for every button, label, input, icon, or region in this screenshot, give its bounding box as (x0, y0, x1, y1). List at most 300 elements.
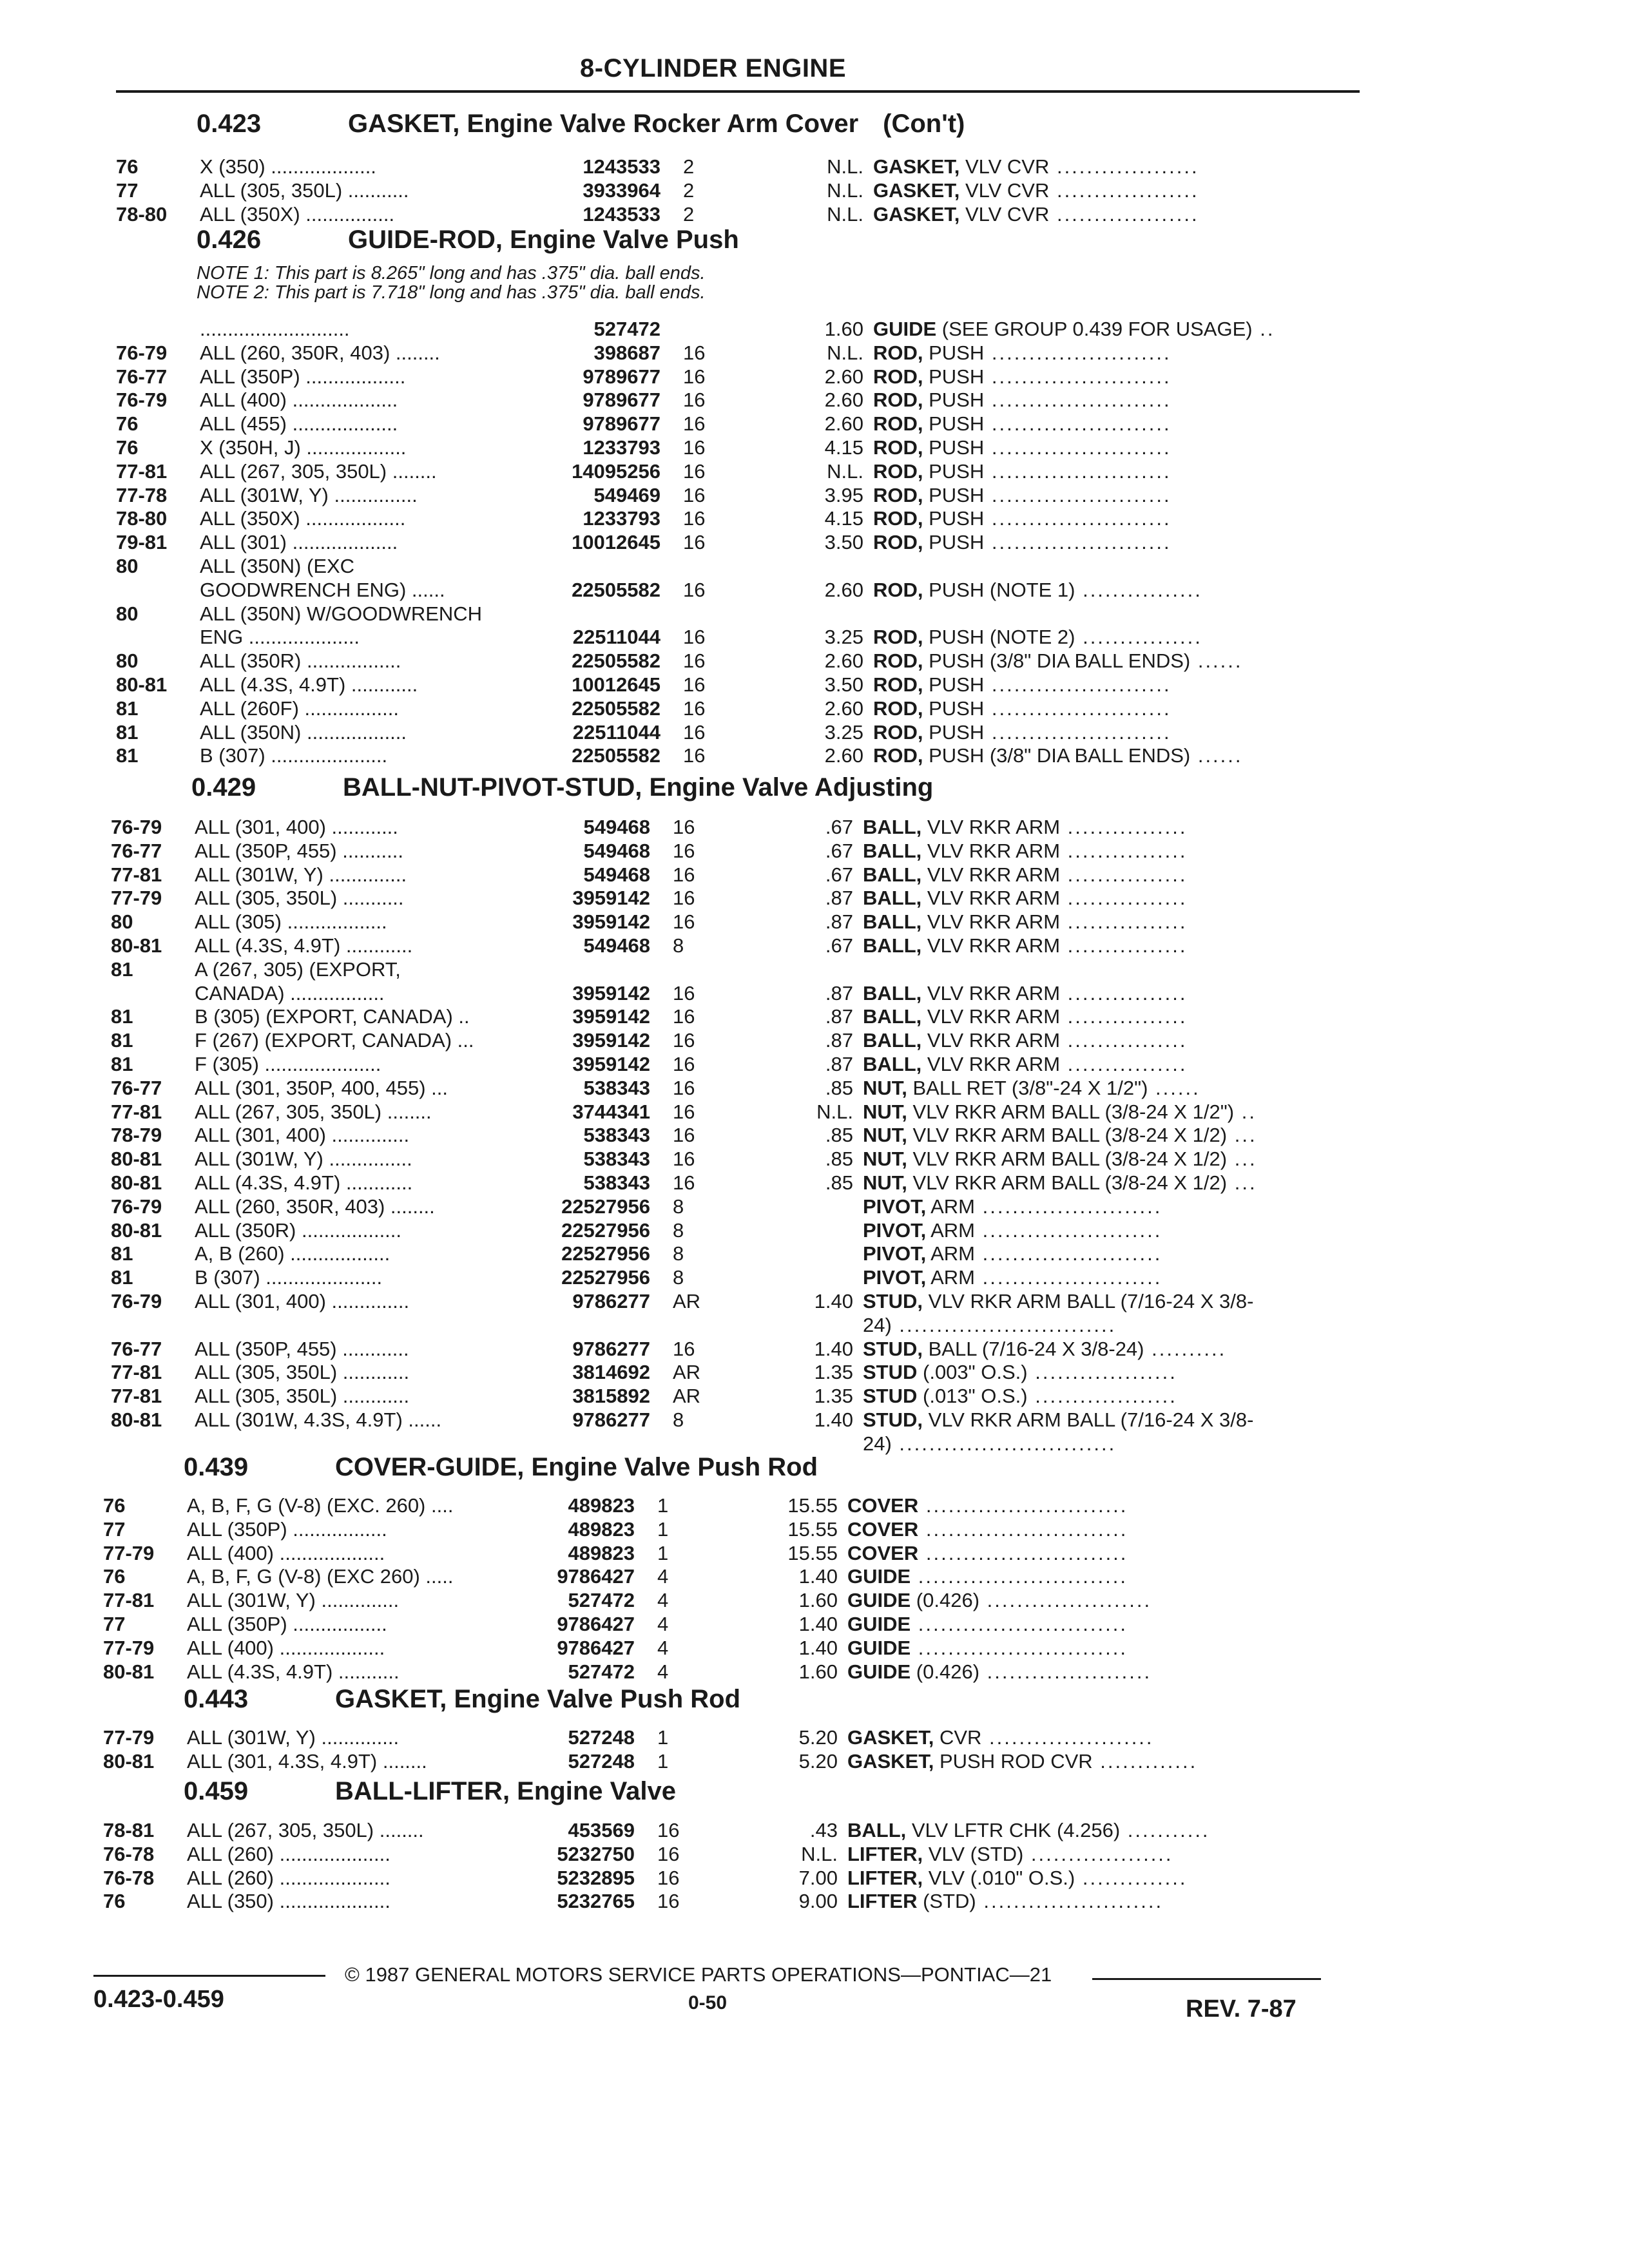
price: .85 (825, 1124, 853, 1146)
description-detail: PUSH (923, 721, 985, 744)
leader-dots: ........... (1120, 1819, 1210, 1841)
part-description (873, 178, 1199, 202)
application: ALL (350N) (EXC (200, 555, 355, 577)
description-keyword: PIVOT, (863, 1195, 927, 1218)
leader-dots: ........................... (918, 1494, 1128, 1517)
part-number: 9786277 (572, 1290, 650, 1312)
part-description (873, 673, 1171, 697)
quantity: 8 (673, 1195, 684, 1218)
model-years: 80 (116, 649, 139, 672)
price: N.L. (816, 1100, 853, 1123)
section-heading (197, 226, 739, 255)
leader-dots: ........................ (975, 1195, 1162, 1218)
application: ALL (350N) .................. (200, 721, 407, 744)
application: ALL (305, 350L) ........... (200, 179, 409, 202)
part-description (873, 697, 1171, 720)
catalog-row (103, 1564, 1263, 1588)
description-keyword: BALL, (863, 1005, 922, 1028)
leader-dots: ........................ (984, 697, 1171, 720)
quantity: 2 (683, 155, 695, 178)
page-title: 8-CYLINDER ENGINE (580, 54, 846, 82)
model-years: 80-81 (103, 1750, 155, 1773)
part-number: 3814692 (572, 1361, 650, 1383)
part-number: 527248 (568, 1750, 635, 1773)
quantity: 16 (683, 697, 706, 720)
catalog-row (103, 1749, 1263, 1773)
price: 3.50 (824, 531, 863, 553)
application: ALL (350P, 455) ........... (195, 840, 403, 862)
catalog-row (111, 1432, 1263, 1456)
leader-dots: .......... (1144, 1338, 1227, 1360)
price: .87 (825, 1005, 853, 1028)
part-number: 538343 (583, 1148, 650, 1170)
part-number: 527472 (568, 1660, 635, 1683)
leader-dots: ................ (1060, 816, 1188, 838)
description-detail: (STD) (917, 1890, 976, 1912)
description-keyword: BALL, (863, 934, 922, 957)
catalog-row (116, 649, 1263, 673)
description-detail: VLV (.010" O.S.) (923, 1867, 1075, 1889)
part-number: 22505582 (572, 649, 660, 672)
part-number: 9786277 (572, 1408, 650, 1431)
part-description (863, 934, 1187, 957)
part-number: 489823 (568, 1542, 635, 1564)
description-detail: PUSH (923, 412, 985, 435)
description-detail: VLV RKR ARM (921, 982, 1061, 1004)
application: ALL (260F) ................. (200, 697, 399, 720)
description-detail: VLV (STD) (923, 1843, 1024, 1865)
model-years: 76 (116, 412, 139, 435)
section-title: GUIDE-ROD, Engine Valve Push (348, 226, 739, 254)
leader-dots: ............. (1092, 1750, 1198, 1773)
model-years: 78-80 (116, 507, 168, 530)
quantity: 16 (657, 1890, 680, 1912)
leader-dots: ................... (1049, 203, 1199, 226)
part-number: 398687 (593, 341, 660, 364)
section-heading (197, 110, 965, 139)
section-title: GASKET, Engine Valve Push Rod (335, 1685, 741, 1713)
price: 1.40 (798, 1613, 838, 1635)
catalog-row (116, 483, 1263, 507)
leader-dots: ........................ (984, 460, 1171, 483)
price: 5.20 (798, 1750, 838, 1773)
part-number: 1243533 (583, 155, 660, 178)
section-title: COVER-GUIDE, Engine Valve Push Rod (335, 1453, 818, 1481)
catalog-row (116, 436, 1263, 459)
model-years: 80-81 (103, 1660, 155, 1683)
catalog-row (103, 1660, 1263, 1684)
application: ALL (350P) .................. (200, 365, 406, 388)
price: 2.60 (824, 744, 863, 767)
application: A (267, 305) (EXPORT, (195, 958, 401, 981)
model-years: 79-81 (116, 531, 168, 553)
description-detail: VLV RKR ARM (921, 1053, 1061, 1075)
quantity: 16 (683, 531, 706, 553)
leader-dots: ...................... (981, 1726, 1154, 1749)
application: ALL (350P) ................. (187, 1613, 387, 1635)
description-keyword: NUT, (863, 1148, 907, 1170)
description-keyword: GASKET, (847, 1750, 934, 1773)
part-number: 538343 (583, 1077, 650, 1099)
model-years: 80-81 (111, 1219, 162, 1242)
leader-dots: ................ (1060, 863, 1188, 886)
leader-dots: ................ (1060, 910, 1188, 933)
part-description (847, 1889, 1163, 1913)
part-number: 527248 (568, 1726, 635, 1749)
description-keyword: GUIDE (847, 1613, 911, 1635)
description-keyword: PIVOT, (863, 1219, 927, 1242)
quantity: 4 (657, 1637, 669, 1659)
part-description (873, 412, 1171, 436)
model-years: 77 (103, 1613, 126, 1635)
leader-dots: ................ (1060, 1029, 1188, 1052)
description-detail: PUSH (923, 436, 985, 459)
quantity: 16 (673, 910, 695, 933)
leader-dots: ........................ (984, 436, 1171, 459)
section-note: NOTE 1: This part is 8.265" long and has .375" dia. ball ends. (197, 263, 706, 284)
price: .67 (825, 934, 853, 957)
application: F (305) ..................... (195, 1053, 381, 1075)
part-description (873, 578, 1202, 602)
model-years: 80-81 (116, 673, 168, 696)
leader-dots: ........................ (975, 1242, 1162, 1265)
model-years: 77-79 (103, 1726, 155, 1749)
quantity: 16 (673, 1005, 695, 1028)
part-number: 1233793 (583, 507, 660, 530)
quantity: 16 (673, 1124, 695, 1146)
leader-dots: ............................ (911, 1613, 1128, 1635)
application: A, B, F, G (V-8) (EXC. 260) .... (187, 1494, 454, 1517)
model-years: 76 (116, 155, 139, 178)
quantity: 8 (673, 934, 684, 957)
price: 15.55 (787, 1518, 838, 1541)
price: 1.60 (824, 318, 863, 340)
quantity: 16 (683, 673, 706, 696)
quantity: 16 (683, 626, 706, 648)
quantity: 8 (673, 1219, 684, 1242)
description-keyword: ROD, (873, 649, 923, 672)
model-years: 81 (111, 1053, 133, 1075)
description-keyword: ROD, (873, 341, 923, 364)
quantity: 16 (673, 887, 695, 909)
model-years: 77 (116, 179, 139, 202)
price: 15.55 (787, 1494, 838, 1517)
price: 1.40 (814, 1338, 853, 1360)
catalog-row (103, 1517, 1263, 1541)
model-years: 81 (116, 721, 139, 744)
description-keyword: ROD, (873, 697, 923, 720)
catalog-row (103, 1588, 1263, 1612)
part-number: 1233793 (583, 436, 660, 459)
description-keyword: GASKET, (873, 179, 960, 202)
quantity: AR (673, 1361, 701, 1383)
catalog-row (111, 1313, 1263, 1337)
catalog-row (116, 554, 1263, 578)
catalog-row (111, 1289, 1263, 1313)
description-keyword: BALL, (863, 910, 922, 933)
description-keyword: BALL, (863, 887, 922, 909)
part-number: 10012645 (572, 673, 660, 696)
description-keyword: BALL, (863, 863, 922, 886)
application: GOODWRENCH ENG) ...... (200, 579, 445, 601)
model-years: 80-81 (111, 1171, 162, 1194)
application: ALL (301W, 4.3S, 4.9T) ...... (195, 1408, 442, 1431)
description-keyword: LIFTER (847, 1890, 918, 1912)
price: .85 (825, 1171, 853, 1194)
application: ALL (4.3S, 4.9T) ............ (195, 1171, 413, 1194)
description-detail: VLV CVR (959, 203, 1050, 226)
description-detail: PUSH (923, 460, 985, 483)
catalog-row (116, 155, 1263, 178)
description-detail: VLV LFTR CHK (4.256) (906, 1819, 1121, 1841)
application: ALL (350P, 455) ............ (195, 1338, 409, 1360)
description-detail: PUSH (3/8" DIA BALL ENDS) (923, 649, 1191, 672)
description-keyword: BALL, (863, 1053, 922, 1075)
part-number: 527472 (568, 1589, 635, 1611)
part-description (863, 1147, 1257, 1171)
section-title: BALL-LIFTER, Engine Valve (335, 1777, 676, 1805)
description-detail: VLV RKR ARM (921, 840, 1061, 862)
application: ALL (301, 400) ............ (195, 816, 398, 838)
part-description (847, 1842, 1173, 1866)
model-years: 77-79 (103, 1542, 155, 1564)
model-years: 77-81 (111, 863, 162, 886)
catalog-row (116, 602, 1263, 626)
part-description (863, 1265, 1162, 1289)
application: ALL (301, 400) .............. (195, 1124, 410, 1146)
application: ALL (350X) .................. (200, 507, 406, 530)
part-description (873, 202, 1199, 226)
part-number: 453569 (568, 1819, 635, 1841)
model-years: 76-77 (111, 1338, 162, 1360)
description-keyword: COVER (847, 1494, 919, 1517)
description-detail: VLV RKR ARM BALL (3/8-24 X 1/2) (907, 1171, 1228, 1194)
section-code: 0.459 (184, 1777, 249, 1805)
part-description (873, 388, 1171, 412)
part-number: 549468 (583, 934, 650, 957)
catalog-row (111, 1100, 1263, 1124)
application: ALL (301, 400) .............. (195, 1290, 410, 1312)
quantity: 2 (683, 203, 695, 226)
catalog-row (103, 1842, 1263, 1866)
application: B (307) ..................... (195, 1266, 383, 1289)
catalog-row (111, 863, 1263, 887)
leader-dots: ........................ (976, 1890, 1164, 1912)
quantity: 16 (673, 1077, 695, 1099)
part-number: 22505582 (572, 744, 660, 767)
part-number: 3815892 (572, 1385, 650, 1407)
application: ALL (267, 305, 350L) ........ (200, 460, 437, 483)
catalog-row (116, 202, 1263, 226)
part-number: 22511044 (572, 721, 660, 744)
price: .67 (825, 863, 853, 886)
model-years: 76-77 (111, 1077, 162, 1099)
model-years: 76-79 (116, 389, 168, 411)
quantity: 16 (683, 341, 706, 364)
model-years: 80-81 (111, 1148, 162, 1170)
price: N.L. (827, 460, 863, 483)
catalog-row (111, 981, 1263, 1005)
part-number: 22527956 (561, 1195, 650, 1218)
description-detail: PUSH (NOTE 1) (923, 579, 1075, 601)
part-description (847, 1517, 1128, 1541)
quantity: 1 (657, 1494, 669, 1517)
description-keyword: COVER (847, 1518, 919, 1541)
model-years: 81 (116, 697, 139, 720)
application: ALL (301W, Y) .............. (187, 1589, 400, 1611)
description-detail: VLV RKR ARM (921, 863, 1061, 886)
quantity: 4 (657, 1565, 669, 1588)
description-keyword: NUT, (863, 1077, 907, 1099)
description-detail: VLV RKR ARM BALL (3/8-24 X 1/2) (907, 1124, 1228, 1146)
catalog-row (116, 506, 1263, 530)
part-description (873, 649, 1243, 673)
model-years: 81 (111, 1242, 133, 1265)
model-years: 81 (111, 1029, 133, 1052)
application: ALL (301, 350P, 400, 455) ... (195, 1077, 448, 1099)
part-description (873, 506, 1171, 530)
part-number: 3744341 (572, 1100, 650, 1123)
catalog-row (116, 365, 1263, 389)
application: ........................... (200, 318, 350, 340)
model-years: 76 (103, 1565, 126, 1588)
catalog-row (111, 957, 1263, 981)
model-years: 80 (111, 910, 133, 933)
application: ALL (350N) W/GOODWRENCH (200, 602, 483, 625)
description-keyword: ROD, (873, 484, 923, 506)
part-description (863, 815, 1187, 839)
leader-dots: ................ (1060, 982, 1188, 1004)
part-description (873, 317, 1275, 341)
application: ALL (400) ................... (187, 1542, 385, 1564)
part-number: 527472 (593, 318, 660, 340)
application: ALL (305) .................. (195, 910, 387, 933)
description-keyword: COVER (847, 1542, 919, 1564)
application: ALL (260, 350R, 403) ........ (195, 1195, 435, 1218)
catalog-row (103, 1725, 1263, 1749)
price: .67 (825, 816, 853, 838)
leader-dots: ................ (1075, 626, 1202, 648)
application: CANADA) ................. (195, 982, 385, 1004)
price: .85 (825, 1148, 853, 1170)
leader-dots: .. (1234, 1100, 1257, 1123)
section-code: 0.439 (184, 1453, 249, 1481)
description-keyword: STUD, (863, 1290, 923, 1312)
section-continued: (Con't) (883, 110, 965, 138)
description-keyword: NUT, (863, 1124, 907, 1146)
leader-dots: ............................. (891, 1432, 1117, 1455)
catalog-row (103, 1889, 1263, 1913)
model-years: 76-78 (103, 1843, 155, 1865)
price: 3.95 (824, 484, 863, 506)
model-years: 78-80 (116, 203, 168, 226)
section-heading (191, 773, 933, 802)
model-years: 78-81 (103, 1819, 155, 1841)
section-heading (184, 1777, 676, 1806)
application: ALL (301W, Y) .............. (195, 863, 407, 886)
catalog-row (103, 1866, 1263, 1890)
catalog-row (111, 1195, 1263, 1218)
quantity: 1 (657, 1542, 669, 1564)
application: X (350H, J) .................. (200, 436, 407, 459)
catalog-row (103, 1818, 1263, 1842)
section-heading (184, 1685, 740, 1714)
quantity: 1 (657, 1750, 669, 1773)
description-detail: PUSH (923, 531, 985, 553)
part-description (863, 1171, 1257, 1195)
catalog-row (103, 1541, 1263, 1565)
description-detail: PUSH (NOTE 2) (923, 626, 1075, 648)
leader-dots: ................... (1049, 155, 1199, 178)
part-number: 3959142 (572, 982, 650, 1004)
description-keyword: ROD, (873, 460, 923, 483)
quantity: 16 (683, 389, 706, 411)
price: .67 (825, 840, 853, 862)
price: N.L. (827, 341, 863, 364)
part-number: 549468 (583, 863, 650, 886)
application: ALL (305, 350L) ............ (195, 1385, 410, 1407)
description-detail: VLV RKR ARM BALL (7/16-24 X 3/8- (923, 1290, 1254, 1312)
model-years: 76-79 (111, 1290, 162, 1312)
leader-dots: ...................... (979, 1660, 1152, 1683)
catalog-row (111, 1408, 1263, 1432)
catalog-row (111, 815, 1263, 839)
description-detail: VLV CVR (959, 179, 1050, 202)
catalog-row (111, 1218, 1263, 1242)
catalog-row (116, 341, 1263, 365)
price: .87 (825, 982, 853, 1004)
description-detail: PUSH (923, 365, 985, 388)
catalog-row (111, 1171, 1263, 1195)
catalog-row (111, 886, 1263, 910)
description-keyword: ROD, (873, 412, 923, 435)
part-description (847, 1636, 1128, 1660)
catalog-row (116, 720, 1263, 744)
description-detail: PUSH (923, 389, 985, 411)
part-number: 22527956 (561, 1242, 650, 1265)
model-years: 80-81 (111, 1408, 162, 1431)
description-keyword: GUIDE (847, 1637, 911, 1659)
description-detail: BALL RET (3/8"-24 X 1/2") (907, 1077, 1148, 1099)
application: ALL (260, 350R, 403) ........ (200, 341, 440, 364)
description-detail: VLV RKR ARM (921, 910, 1061, 933)
model-years: 77-79 (111, 887, 162, 909)
part-number: 22527956 (561, 1266, 650, 1289)
application: ALL (455) ................... (200, 412, 398, 435)
price: 1.35 (814, 1361, 853, 1383)
description-detail: VLV RKR ARM BALL (7/16-24 X 3/8- (923, 1408, 1254, 1431)
description-keyword: GASKET, (873, 203, 960, 226)
part-description (863, 1384, 1177, 1408)
part-number: 5232765 (557, 1890, 635, 1912)
description-detail: VLV RKR ARM (921, 816, 1061, 838)
price: .87 (825, 887, 853, 909)
part-description (863, 910, 1187, 934)
part-number: 22511044 (572, 626, 660, 648)
description-keyword: STUD, (863, 1408, 923, 1431)
model-years: 77-81 (111, 1361, 162, 1383)
description-keyword: GUIDE (847, 1565, 911, 1588)
part-description (847, 1588, 1152, 1612)
model-years: 76-77 (116, 365, 168, 388)
quantity: 16 (683, 460, 706, 483)
part-description (873, 530, 1171, 554)
model-years: 76-79 (116, 341, 168, 364)
description-detail: (.003" O.S.) (917, 1361, 1028, 1383)
leader-dots: ................ (1060, 840, 1188, 862)
footer-copyright: © 1987 GENERAL MOTORS SERVICE PARTS OPERATIONS—PONTIAC—21 (345, 1963, 1052, 1986)
catalog-row (111, 1242, 1263, 1265)
